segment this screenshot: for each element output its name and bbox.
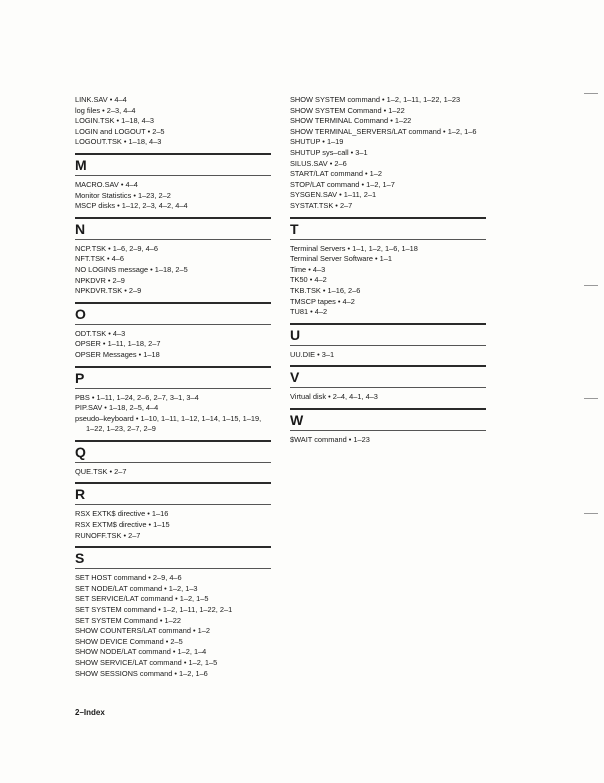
index-entry: SILUS.SAV • 2–6 <box>290 158 347 168</box>
scan-mark <box>584 93 598 94</box>
index-entry: SHOW TERMINAL Command • 1–22 <box>290 116 412 126</box>
index-entry: SHOW COUNTERS/LAT command • 1–2 <box>75 626 210 636</box>
index-entry: Terminal Server Software • 1–1 <box>290 254 392 264</box>
index-entry: SET SYSTEM command • 1–2, 1–11, 1–22, 2–1 <box>75 605 233 615</box>
index-entry: LINK.SAV • 4–4 <box>75 95 127 104</box>
index-entry: NCP.TSK • 1–6, 2–9, 4–6 <box>75 243 158 253</box>
index-entry: RSX EXTK$ directive • 1–16 <box>75 509 169 519</box>
index-entry: SET HOST command • 2–9, 4–6 <box>75 573 182 583</box>
index-entry: SHOW SESSIONS command • 1–2, 1–6 <box>75 668 208 678</box>
index-entry: SET NODE/LAT command • 1–2, 1–3 <box>75 583 198 593</box>
scan-mark <box>584 398 598 399</box>
index-entry: RUNOFF.TSK • 2–7 <box>75 530 141 540</box>
index-entry: SYSTAT.TSK • 2–7 <box>290 200 353 210</box>
section-heading-u: U <box>290 323 486 346</box>
scan-mark <box>584 285 598 286</box>
index-entry: NO LOGINS message • 1–18, 2–5 <box>75 264 188 274</box>
index-column-left <box>75 95 271 679</box>
index-entry: LOGIN.TSK • 1–18, 4–3 <box>75 116 154 126</box>
index-entry: SHOW SYSTEM command • 1–2, 1–11, 1–22, 1–23 <box>290 95 461 104</box>
page-number: 2–Index <box>75 708 105 717</box>
section-heading-p: P <box>75 366 271 389</box>
index-entry: TKB.TSK • 1–16, 2–6 <box>290 285 361 295</box>
index-entry: QUE.TSK • 2–7 <box>75 466 127 476</box>
index-entry: Monitor Statistics • 1–23, 2–2 <box>75 190 171 200</box>
index-entry: Time • 4–3 <box>290 264 326 274</box>
index-entry: PBS • 1–11, 1–24, 2–6, 2–7, 3–1, 3–4 <box>75 392 199 402</box>
index-entry: NPKDVR • 2–9 <box>75 275 125 285</box>
section-heading-q: Q <box>75 440 271 463</box>
index-entry: MSCP disks • 1–12, 2–3, 4–2, 4–4 <box>75 201 188 211</box>
index-entry: SHOW DEVICE Command • 2–5 <box>75 636 183 646</box>
index-entry: TU81 • 4–2 <box>290 307 328 317</box>
section-heading-m: M <box>75 153 271 176</box>
index-entry: START/LAT command • 1–2 <box>290 169 382 179</box>
index-entry: Virtual disk • 2–4, 4–1, 4–3 <box>290 392 378 402</box>
section-heading-n: N <box>75 217 271 240</box>
index-entry: pseudo–keyboard • 1–10, 1–11, 1–12, 1–14, 1–15, 1–19, 1–22, 1–23, 2–7, 2–9 <box>75 413 262 434</box>
index-column-right <box>290 95 486 445</box>
index-entry: UU.DIE • 3–1 <box>290 349 335 359</box>
section-heading-s: S <box>75 546 271 569</box>
index-entry: log files • 2–3, 4–4 <box>75 105 136 115</box>
index-entry: SHOW SERVICE/LAT command • 1–2, 1–5 <box>75 658 218 667</box>
index-entry: ODT.TSK • 4–3 <box>75 328 126 338</box>
section-heading-r: R <box>75 482 271 505</box>
index-entry: MACRO.SAV • 4–4 <box>75 179 138 189</box>
section-heading-v: V <box>290 365 486 388</box>
index-entry: SHOW SYSTEM Command • 1–22 <box>290 105 405 115</box>
index-entry: NFT.TSK • 4–6 <box>75 254 124 264</box>
scan-mark <box>584 513 598 514</box>
index-entry: SHOW NODE/LAT command • 1–2, 1–4 <box>75 647 207 657</box>
index-entry: Terminal Servers • 1–1, 1–2, 1–6, 1–18 <box>290 243 418 253</box>
index-entry: SHOW TERMINAL_SERVERS/LAT command • 1–2, 1–6 <box>290 126 477 136</box>
index-entry: TMSCP tapes • 4–2 <box>290 296 355 306</box>
index-entry: SHUTUP • 1–19 <box>290 137 344 147</box>
index-entry: TK50 • 4–2 <box>290 275 327 285</box>
index-entry: STOP/LAT command • 1–2, 1–7 <box>290 179 395 189</box>
index-entry: LOGIN and LOGOUT • 2–5 <box>75 126 165 136</box>
index-entry: SET SYSTEM Command • 1–22 <box>75 615 181 625</box>
index-entry: NPKDVR.TSK • 2–9 <box>75 286 142 296</box>
index-entry: $WAIT command • 1–23 <box>290 434 370 444</box>
index-entry: PIP.SAV • 1–18, 2–5, 4–4 <box>75 403 159 413</box>
index-entry: OPSER Messages • 1–18 <box>75 349 160 359</box>
index-entry: SHUTUP sys–call • 3–1 <box>290 147 368 157</box>
index-entry: RSX EXTM$ directive • 1–15 <box>75 520 170 530</box>
index-entry: SET SERVICE/LAT command • 1–2, 1–5 <box>75 594 209 604</box>
section-heading-w: W <box>290 408 486 431</box>
index-entry: LOGOUT.TSK • 1–18, 4–3 <box>75 137 162 147</box>
section-heading-o: O <box>75 302 271 325</box>
index-entry: SYSGEN.SAV • 1–11, 2–1 <box>290 190 377 200</box>
index-entry: OPSER • 1–11, 1–18, 2–7 <box>75 339 161 349</box>
section-heading-t: T <box>290 217 486 240</box>
